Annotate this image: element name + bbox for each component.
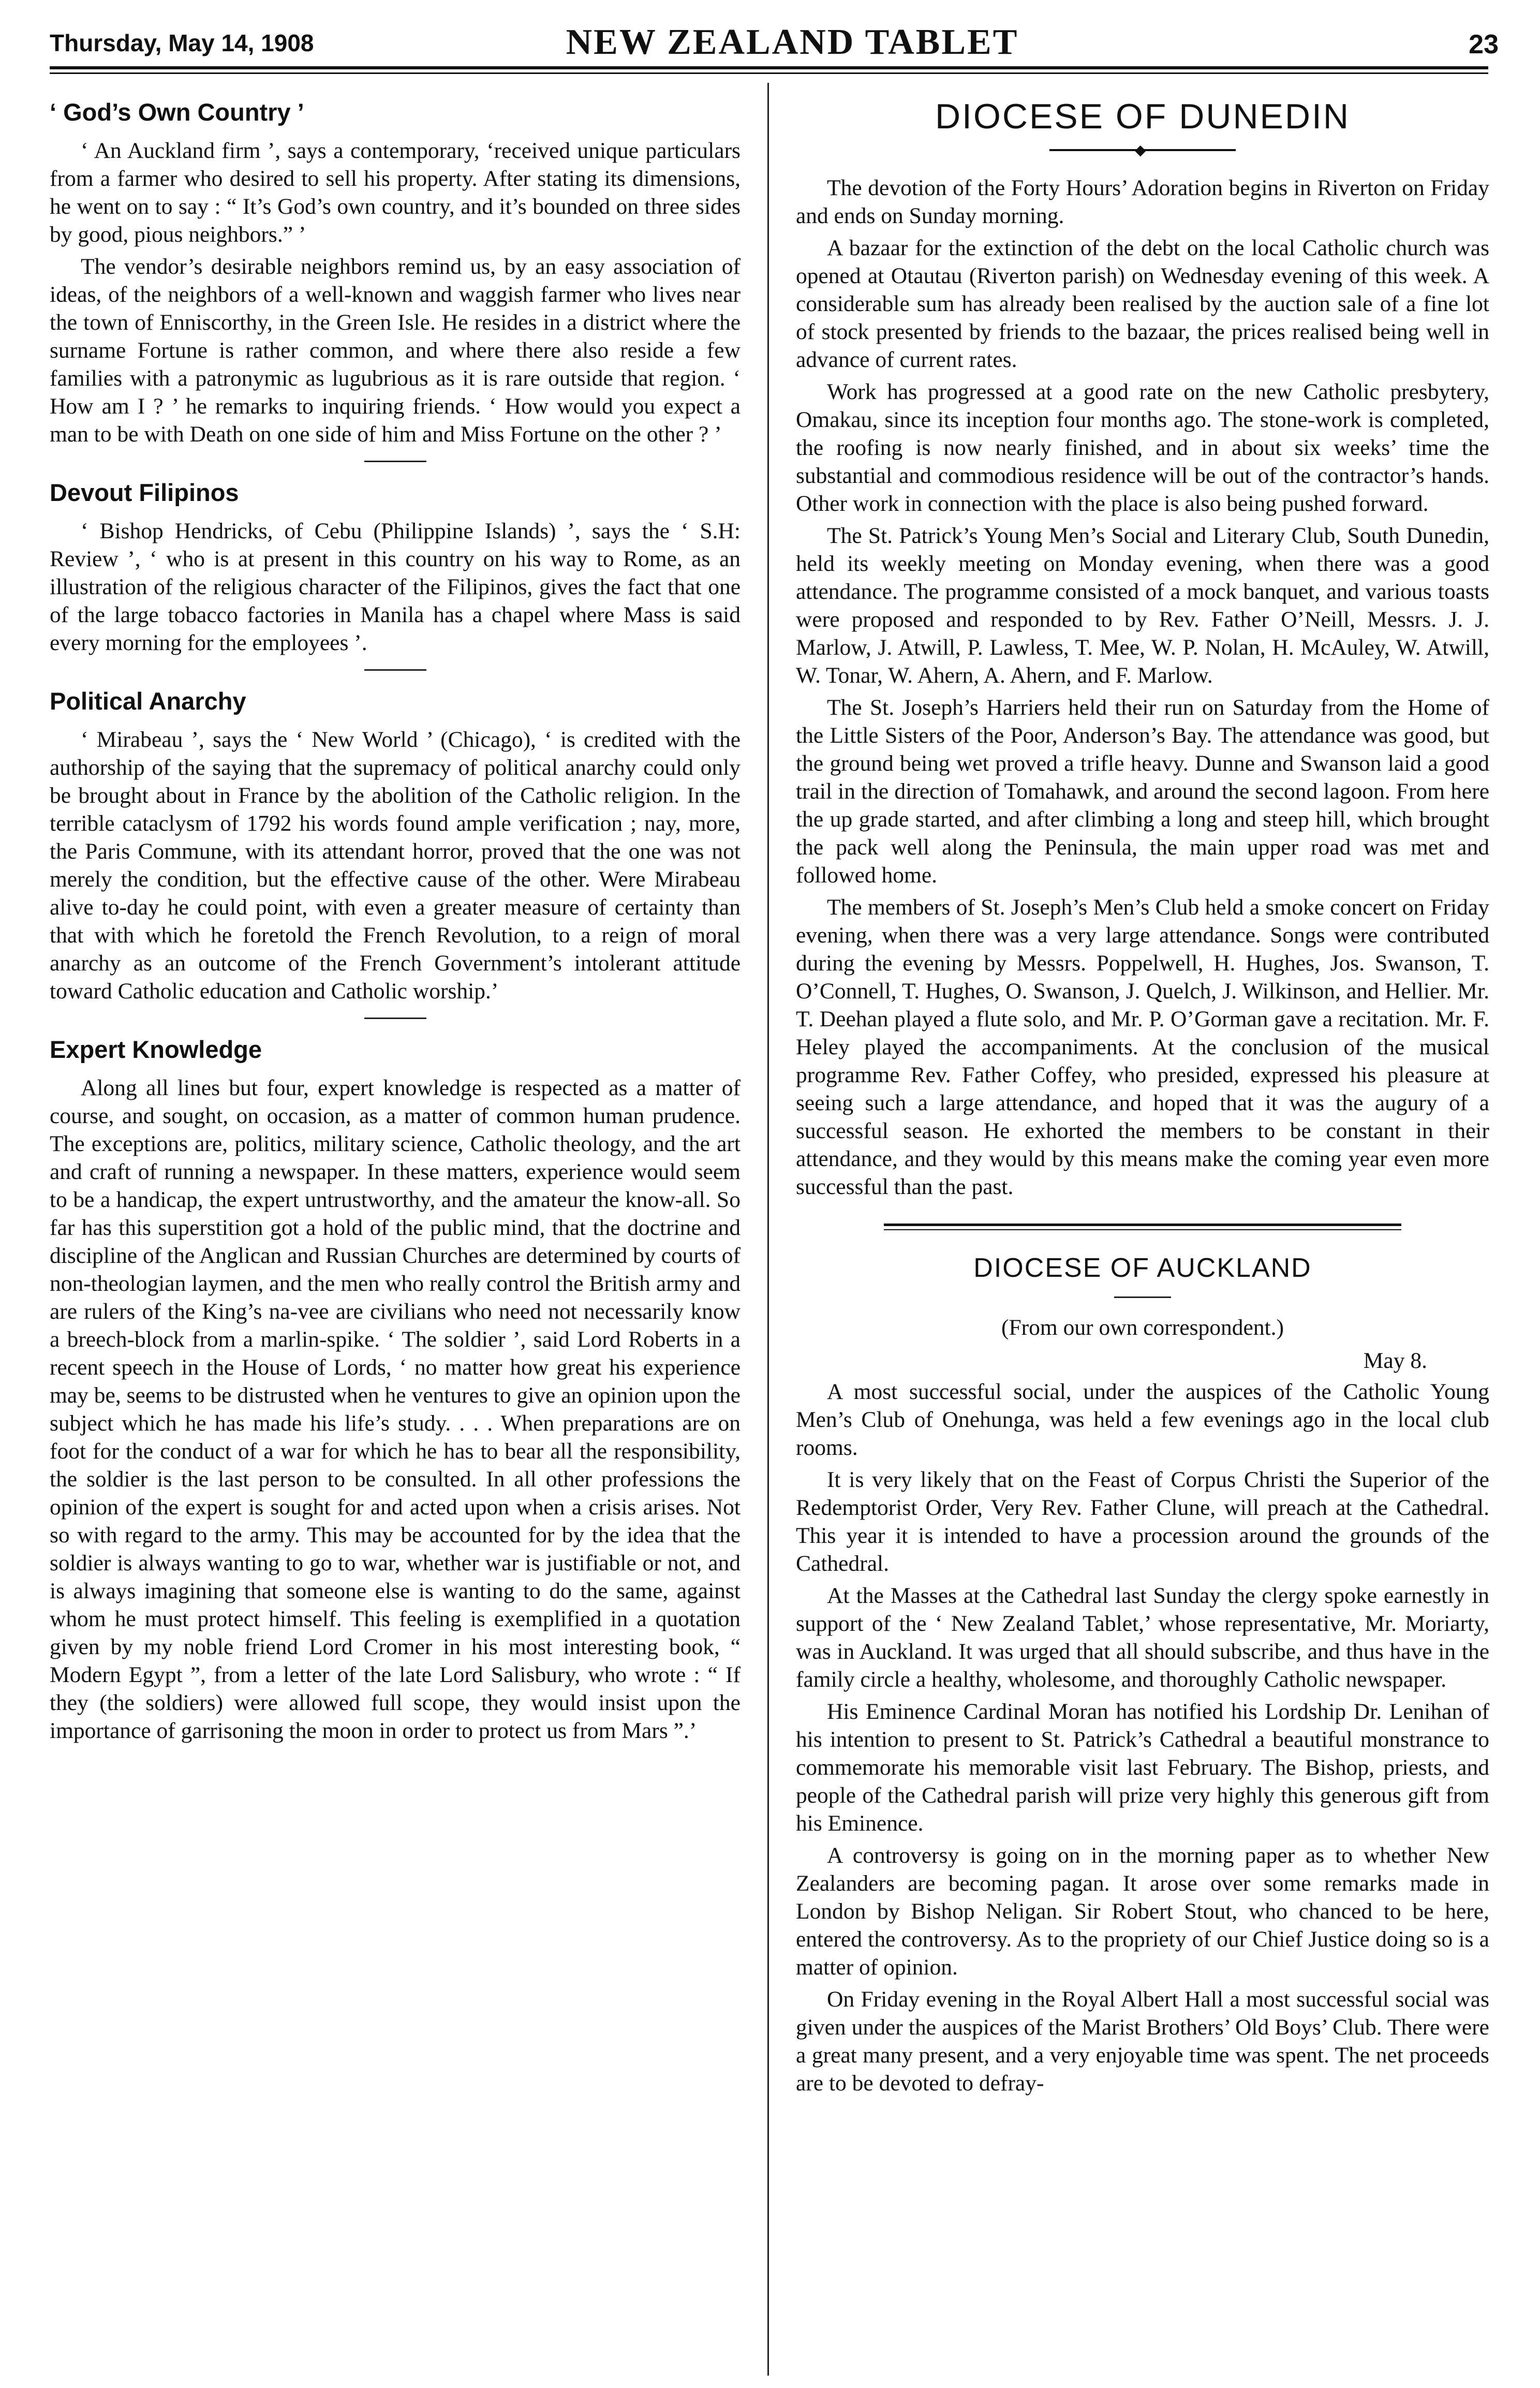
rule-thick xyxy=(884,1224,1401,1226)
news-paragraph: The St. Patrick’s Young Men’s Social and Literary Club, South Dunedin, held its weekly meeting on Monday evening, when there was a good attendance. The programme consisted of a mock banquet, and various toasts were proposed and responded to by Rev. Father O’Neill, Messrs. J. J. Marlow, J. Atwill, P. Lawless, T. Mee, W. P. Nolan, H. McAuley, W. Atwill, W. Tonar, W. Ahern, A. Ahern, and F. Marlow. xyxy=(796,523,1489,688)
news-paragraph: The members of St. Joseph’s Men’s Club held a smoke concert on Friday evening, when there was a very large attendance. Songs were contributed during the evening by Messrs. Poppelwell, H. Hughes, Jos. Swanson, T. O’Connell, T. Hughes, O. Swanson, J. Quelch, J. Wilkinson, and Hellier. Mr. T. Deehan played a flute solo, and Mr. P. O’Gorman gave a recitation. Mr. F. Heley played the accompaniments. At the conclusion of the musical programme Rev. Father Coffey, who presided, expressed his pleasure at seeing such a large attendance, and hoped that it was the augury of a successful season. He exhorted the members to be constant in their attendance, and they would by this means make the coming year even more successful than the past. xyxy=(796,895,1489,1199)
diocese-heading: DIOCESE OF AUCKLAND xyxy=(973,1253,1312,1283)
article-heading: Political Anarchy xyxy=(50,687,246,715)
section-divider xyxy=(364,1018,426,1019)
correspondent-line: (From our own correspondent.) xyxy=(1001,1315,1284,1340)
news-paragraph: A bazaar for the extinction of the debt on the local Catholic church was opened at Otautau (Riverton parish) on Wednesday evening of this week. A considerable sum has already been realised by the auction sale of a fine lot of stock presented by friends to the bazaar, the prices realised being well in advance of current rates. xyxy=(796,235,1489,372)
diocese-heading: DIOCESE OF DUNEDIN xyxy=(935,97,1351,136)
masthead-rule-thin xyxy=(50,72,1488,74)
news-paragraph: Work has progressed at a good rate on the new Catholic presbytery, Omakau, since its inception four months ago. The stone-work is completed, the roofing is now nearly finished, and in about six weeks’ time the substantial and commodious residence will be out of the contractor’s hands. Other work in connection with the place is also being pushed forward. xyxy=(796,379,1489,516)
page-number: 23 xyxy=(1469,30,1499,60)
newspaper-title: NEW ZEALAND TABLET xyxy=(566,22,1019,62)
article-paragraph: The vendor’s desirable neighbors remind us, by an easy association of ideas, of the neighbors of a well-known and waggish farmer who lives near the town of Enniscorthy, in the Green Isle. He resides in a district where the surname Fortune is rather common, and where there also reside a few families with a patronymic as lugubrious as it is rare outside that region. ‘ How am I ? ’ he remarks to inquiring friends. ‘ How would you expect a man to be with Death on one side of him and Miss Fortune on the other ? ’ xyxy=(50,254,741,447)
left-column xyxy=(50,88,741,2381)
article-political-anarchy xyxy=(50,686,741,1005)
section-divider xyxy=(364,461,426,462)
heading-ornament xyxy=(796,140,1489,160)
section-divider xyxy=(1114,1296,1171,1298)
article-paragraph: ‘ Bishop Hendricks, of Cebu (Philippine Islands) ’, says the ‘ S.H: Review ’, ‘ who is at present in this country on his way to Rome, as an illustration of the religious character of the Filipinos, gives the fact that one of the large tobacco factories in Manila has a chapel where Mass is said every morning for the employees ’. xyxy=(50,519,741,655)
issue-date: Thursday, May 14, 1908 xyxy=(50,30,314,56)
news-paragraph: The devotion of the Forty Hours’ Adoration begins in Riverton on Friday and ends on Sunday morning. xyxy=(796,175,1489,228)
right-column xyxy=(796,88,1489,2381)
article-heading: Expert Knowledge xyxy=(50,1036,262,1063)
article-gods-own-country xyxy=(50,97,741,448)
section-double-rule xyxy=(884,1224,1401,1230)
rule-thin xyxy=(884,1229,1401,1230)
news-paragraph: It is very likely that on the Feast of Corpus Christi the Superior of the Redemptorist Order, Very Rev. Father Clune, will preach at the Cathedral. This year it is intended to have a procession around the grounds of the Cathedral. xyxy=(796,1467,1489,1576)
news-paragraph: On Friday evening in the Royal Albert Hall a most successful social was given under the auspices of the Marist Brothers’ Old Boys’ Club. There were a great many present, and a very enjoyable time was spent. The net proceeds are to be devoted to defray- xyxy=(796,1987,1489,2096)
news-paragraph: His Eminence Cardinal Moran has notified his Lordship Dr. Lenihan of his intention to present to St. Patrick’s Cathedral a beautiful monstrance to commemorate his memorable visit last February. The Bishop, priests, and people of the Cathedral parish will prize very highly this generous gift from his Eminence. xyxy=(796,1699,1489,1836)
masthead-rule xyxy=(50,66,1488,69)
news-paragraph: At the Masses at the Cathedral last Sunday the clergy spoke earnestly in support of the ‘ New Zealand Tablet,’ whose representative, Mr. Moriarty, was in Auckland. It was urged that all should subscribe, and thus have in the family circle a healthy, wholesome, and thoroughly Catholic newspaper. xyxy=(796,1583,1489,1692)
masthead xyxy=(50,16,1499,67)
column-divider xyxy=(767,83,769,2376)
diamond-icon: ◆ xyxy=(1135,142,1146,158)
article-devout-filipinos xyxy=(50,478,741,657)
article-paragraph: ‘ Mirabeau ’, says the ‘ New World ’ (Chicago), ‘ is credited with the authorship of the saying that the supremacy of political anarchy could only be brought about in France by the abolition of the Catholic religion. In the terrible cataclysm of 1792 his words found ample verification ; nay, more, the Paris Commune, with its attendant horror, proved that the one was not merely the condition, but the effective cause of the other. Were Mirabeau alive to-day he could point, with even a greater measure of certainty than that with which he foretold the French Revolution, to a reign of moral anarchy as an outcome of the French Government’s intolerant attitude toward Catholic education and Catholic worship.’ xyxy=(50,727,741,1004)
article-heading: Devout Filipinos xyxy=(50,479,239,506)
news-paragraph: A controversy is going on in the morning paper as to whether New Zealanders are becoming pagan. It arose over some remarks made in London by Bishop Neligan. Sir Robert Stout, who chanced to be here, entered the controversy. As to the propriety of our Chief Justice doing so is a matter of opinion. xyxy=(796,1843,1489,1980)
section-divider xyxy=(364,669,426,671)
diocese-dunedin-section xyxy=(796,95,1489,1201)
article-paragraph: Along all lines but four, expert knowledge is respected as a matter of course, and sought, on occasion, as a matter of common human prudence. The exceptions are, politics, military science, Catholic theology, and the art and craft of running a newspaper. In these matters, experience would seem to be a handicap, the expert untrustworthy, and the amateur the know-all. So far has this superstition got a hold of the public mind, that the doctrine and discipline of the Anglican and Russian Churches are determined by courts of non-theologian laymen, and the men who really control the British army and are rulers of the King’s na-vee are civilians who need not necessarily know a breech-block from a marlin-spike. ‘ The soldier ’, said Lord Roberts in a recent speech in the House of Lords, ‘ no matter how great his experience may be, seems to be distrusted when he ventures to give an opinion upon the subject which he has made his life’s study. . . . When preparations are on foot for the conduct of a war for which he has to bear all the responsibility, the soldier is the last person to be consulted. In all other professions the opinion of the expert is sought for and acted upon when a crisis arises. Not so with regard to the army. This may be accounted for by the idea that the soldier is always wanting to go to war, whether war is justifiable or not, and is always imagining that someone else is wanting to do the same, against whom he must protect himself. This feeling is exemplified in a quotation given by my noble friend Lord Cromer in his most interesting book, “ Modern Egypt ”, from a letter of the late Lord Salisbury, who wrote : “ If they (the soldiers) were allowed full scope, they would insist upon the importance of garrisoning the moon in order to protect us from Mars ”.’ xyxy=(50,1075,741,1743)
article-heading: ‘ God’s Own Country ’ xyxy=(50,98,304,126)
dateline: May 8. xyxy=(1363,1348,1427,1373)
news-paragraph: The St. Joseph’s Harriers held their run on Saturday from the Home of the Little Sisters of the Poor, Anderson’s Bay. The attendance was good, but the ground being wet proved a trifle heavy. Dunne and Swanson laid a good trail in the direction of Tomahawk, and around the second lagoon. From here the up grade started, and after climbing a long and steep hill, which brought the pack well along the Peninsula, the main upper road was met and followed home. xyxy=(796,695,1489,888)
news-paragraph: A most successful social, under the auspices of the Catholic Young Men’s Club of Onehunga, was held a few evenings ago in the local club rooms. xyxy=(796,1379,1489,1460)
diocese-auckland-section xyxy=(796,1251,1489,2097)
article-paragraph: ‘ An Auckland firm ’, says a contemporary, ‘received unique particulars from a farmer who desired to sell his property. After stating its dimensions, he went on to say : “ It’s God’s own country, and it’s bounded on three sides by good, pious neighbors.” ’ xyxy=(50,138,741,247)
article-expert-knowledge xyxy=(50,1035,741,1745)
